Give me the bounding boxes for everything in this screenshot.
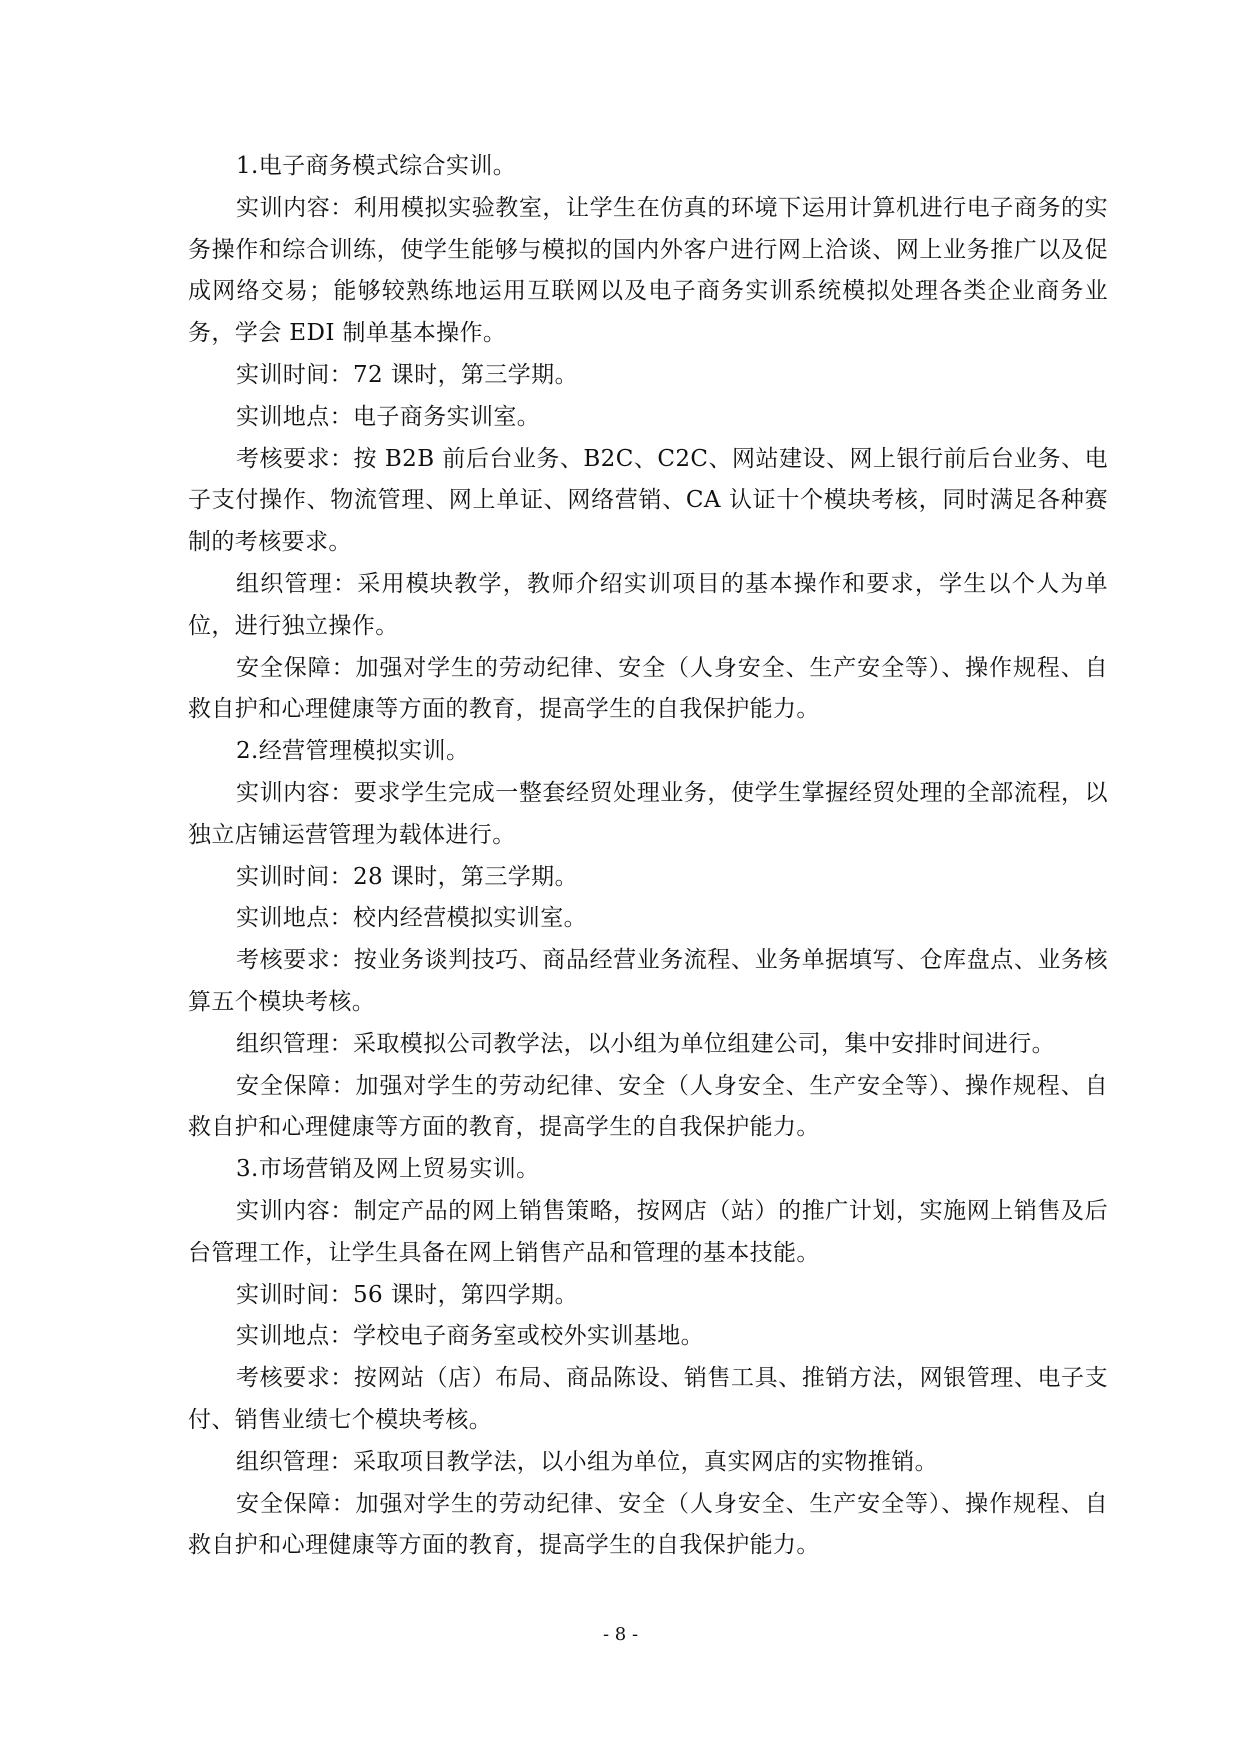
training-content-1: 实训内容：利用模拟实验教室，让学生在仿真的环境下运用计算机进行电子商务的实务操作和综合训练，使学生能够与模拟的国内外客户进行网上洽谈、网上业务推广以及促成网络交易；能够较熟练地运用互联网以及电子商务实训系统模拟处理各类企业商务业务，学会 EDI 制单基本操作。 (188, 194, 1108, 347)
training-location-1: 实训地点：电子商务实训室。 (236, 403, 541, 430)
organization-management-2: 组织管理：采取模拟公司教学法，以小组为单位组建公司，集中安排时间进行。 (236, 1030, 1055, 1057)
safety-guarantee-2: 安全保障：加强对学生的劳动纪律、安全（人身安全、生产安全等）、操作规程、自救自护和心理健康等方面的教育，提高学生的自我保护能力。 (188, 1072, 1108, 1141)
training-time-2: 实训时间：28 课时，第三学期。 (236, 863, 578, 890)
section-heading-2: 2.经营管理模拟实训。 (236, 738, 470, 765)
training-location-3: 实训地点：学校电子商务室或校外实训基地。 (236, 1323, 704, 1350)
assessment-requirements-1: 考核要求：按 B2B 前后台业务、B2C、C2C、网站建设、网上银行前后台业务、电子支付操作、物流管理、网上单证、网络营销、CA 认证十个模块考核，同时满足各种赛制的考核要求。 (188, 445, 1108, 556)
organization-management-3: 组织管理：采取项目教学法，以小组为单位，真实网店的实物推销。 (236, 1448, 938, 1475)
assessment-requirements-2: 考核要求：按业务谈判技巧、商品经营业务流程、业务单据填写、仓库盘点、业务核算五个模块考核。 (188, 947, 1108, 1015)
training-time-1: 实训时间：72 课时，第三学期。 (236, 361, 578, 388)
safety-guarantee-1: 安全保障：加强对学生的劳动纪律、安全（人身安全、生产安全等）、操作规程、自救自护和心理健康等方面的教育，提高学生的自我保护能力。 (188, 654, 1108, 723)
document-body (188, 146, 1108, 1567)
page-number: - 8 - (602, 1624, 639, 1645)
safety-guarantee-3: 安全保障：加强对学生的劳动纪律、安全（人身安全、生产安全等）、操作规程、自救自护和心理健康等方面的教育，提高学生的自我保护能力。 (188, 1490, 1108, 1559)
training-content-3: 实训内容：制定产品的网上销售策略，按网店（站）的推广计划，实施网上销售及后台管理工作，让学生具备在网上销售产品和管理的基本技能。 (188, 1197, 1108, 1266)
training-content-2: 实训内容：要求学生完成一整套经贸处理业务，使学生掌握经贸处理的全部流程，以独立店铺运营管理为载体进行。 (188, 779, 1108, 848)
training-time-3: 实训时间：56 课时，第四学期。 (236, 1281, 578, 1308)
assessment-requirements-3: 考核要求：按网站（店）布局、商品陈设、销售工具、推销方法，网银管理、电子支付、销售业绩七个模块考核。 (188, 1365, 1108, 1433)
training-location-2: 实训地点：校内经营模拟实训室。 (236, 905, 587, 932)
organization-management-1: 组织管理：采用模块教学，教师介绍实训项目的基本操作和要求，学生以个人为单位，进行独立操作。 (188, 570, 1108, 639)
section-heading-3: 3.市场营销及网上贸易实训。 (236, 1156, 540, 1183)
section-heading-1: 1.电子商务模式综合实训。 (236, 153, 517, 179)
